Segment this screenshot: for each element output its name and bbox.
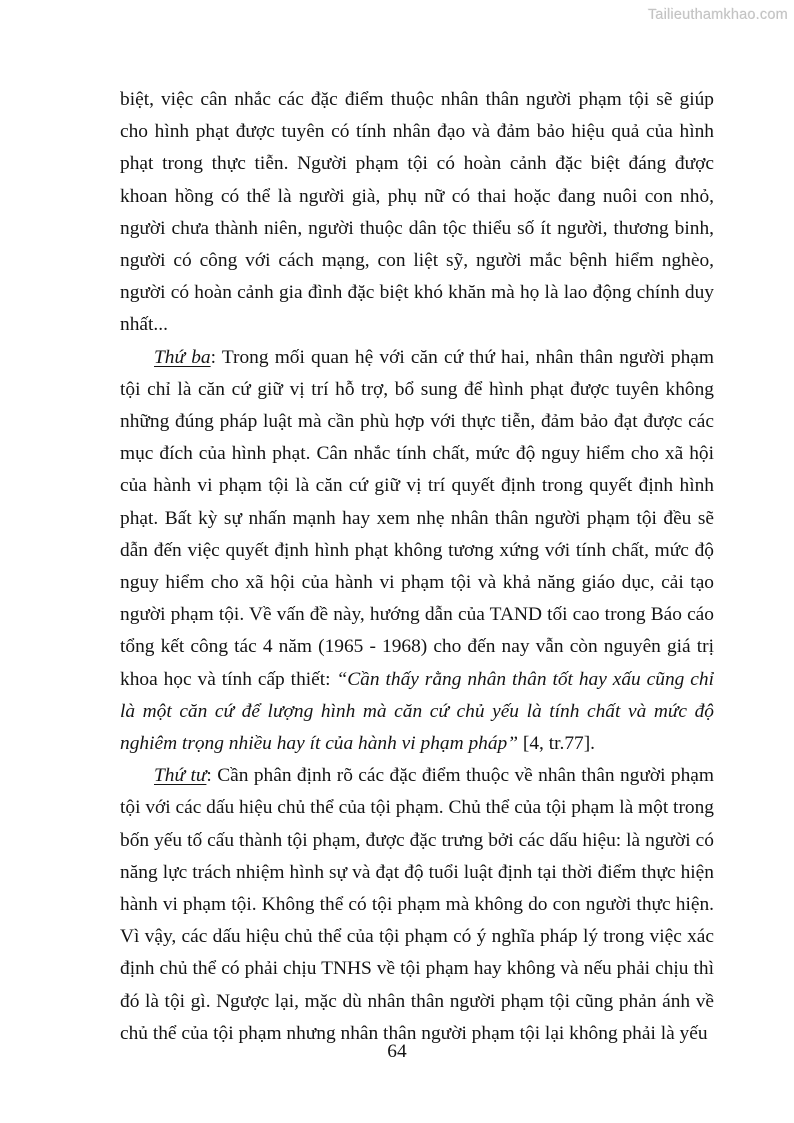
paragraph [120,342,714,761]
page-number: 64 [387,1041,407,1062]
text-run-italic-underline: Thứ tư [154,765,207,787]
text-run-italic-underline: Thứ ba [154,346,211,368]
text-run-normal: : Cần phân định rõ các đặc điểm thuộc về nhân thân người phạm tội với các dấu hiệu chủ thể của tội phạm. Chủ thể của tội phạm là một trong bốn yếu tố cấu thành tội phạm, được đặc trưng bởi các dấu hiệu: là người có năng lực trách nhiệm hình sự và đạt độ tuổi luật định tại thời điểm thực hiện hành vi phạm tội. Không thể có tội phạm mà không do con người thực hiện. Vì vậy, các dấu hiệu chủ thể của tội phạm có ý nghĩa pháp lý trong việc xác định chủ thể có phải chịu TNHS về tội phạm hay không và nếu phải chịu thì đó là tội gì. Ngược lại, mặc dù nhân thân người phạm tội cũng phản ánh về chủ thể của tội phạm nhưng nhân thân người phạm tội lại không phải là yếu [120,765,714,1044]
paragraph [120,84,714,342]
text-run-normal: [4, tr.77]. [518,733,596,755]
text-run-italic: “Cần thấy rằng nhân thân tốt hay xấu cũng chỉ là một căn cứ để lượng hình mà căn cứ chủ yếu là tính chất và mức độ nghiêm trọng nhiều hay ít của hành vi phạm pháp” [120,668,714,755]
paragraph [120,760,714,1050]
text-run-normal: biệt, việc cân nhắc các đặc điểm thuộc nhân thân người phạm tội sẽ giúp cho hình phạt được tuyên có tính nhân đạo và đảm bảo hiệu quả của hình phạt trong thực tiễn. Người phạm tội có hoàn cảnh đặc biệt đáng được khoan hồng có thể là người già, phụ nữ có thai hoặc đang nuôi con nhỏ, người chưa thành niên, người thuộc dân tộc thiểu số ít người, thương binh, người có công với cách mạng, con liệt sỹ, người mắc bệnh hiểm nghèo, người có hoàn cảnh gia đình đặc biệt khó khăn mà họ là lao động chính duy nhất... [120,89,714,336]
document-body [120,84,714,1050]
text-run-normal: : Trong mối quan hệ với căn cứ thứ hai, nhân thân người phạm tội chỉ là căn cứ giữ vị trí hỗ trợ, bổ sung để hình phạt được tuyên không những đúng pháp luật mà cần phù hợp với thực tiễn, đảm bảo đạt được các mục đích của hình phạt. Cân nhắc tính chất, mức độ nguy hiểm cho xã hội của hành vi phạm tội là căn cứ giữ vị trí quyết định trong quyết định hình phạt. Bất kỳ sự nhấn mạnh hay xem nhẹ nhân thân người phạm tội đều sẽ dẫn đến việc quyết định hình phạt không tương xứng với tính chất, mức độ nguy hiểm cho xã hội của hành vi phạm tội và khả năng giáo dục, cải tạo người phạm tội. Về vấn đề này, hướng dẫn của TAND tối cao trong Báo cáo tổng kết công tác 4 năm (1965 - 1968) cho đến nay vẫn còn nguyên giá trị khoa học và tính cấp thiết: [120,346,714,690]
watermark-text: Tailieuthamkhao.com [647,7,788,23]
